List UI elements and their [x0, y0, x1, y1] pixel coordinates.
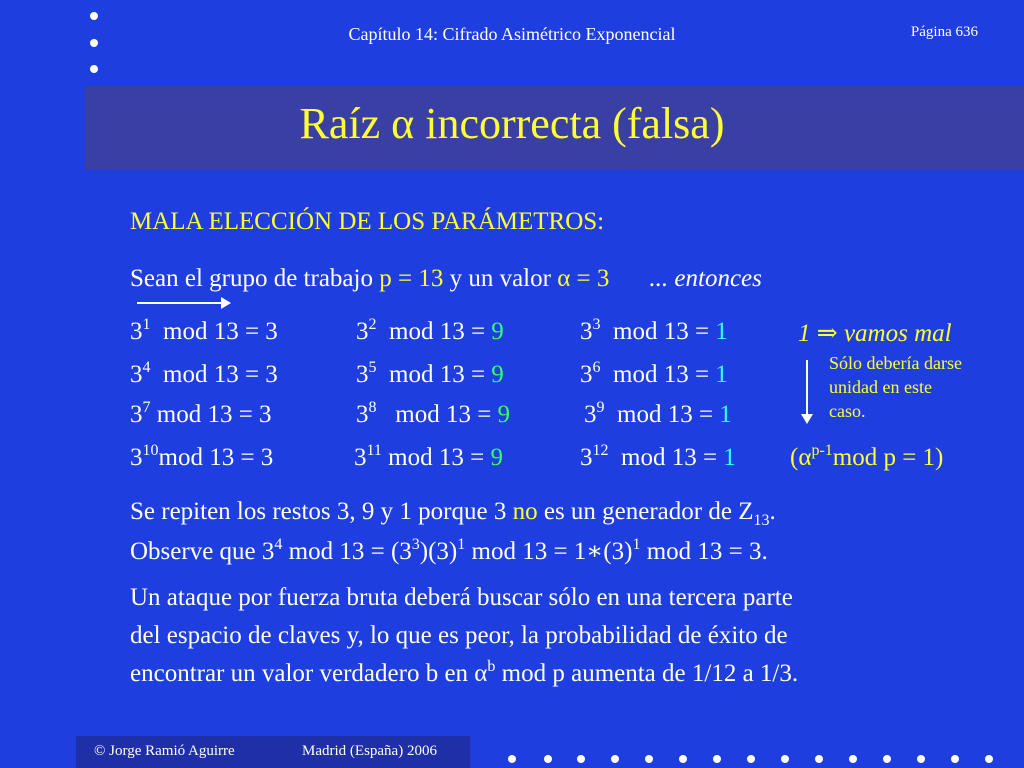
power-cell: $3^8$ mod 13 = 9 — [356, 399, 511, 428]
dot — [544, 755, 552, 763]
power-cell: $3^{11}$ mod 13 = 9 — [354, 442, 503, 471]
power-cell: $3^{10}mod$ 13 = 3 — [130, 442, 274, 471]
power-cell: $3^9$ mod 13 = 1 — [584, 399, 732, 428]
paragraph-1: Se repiten los restos 3, 9 y 1 porque 3 no es un generador de $Z_{13}$. — [130, 498, 776, 529]
alpha-symbol: α — [391, 99, 415, 148]
footer-place: Madrid (España) 2006 — [302, 743, 437, 759]
slide-title: Raíz α incorrecta (falsa) — [299, 99, 725, 148]
power-cell: $3^7$ mod 13 = 3 — [130, 399, 272, 428]
power-cell: $3^3$ mod 13 = 1 — [580, 316, 728, 345]
paragraph-3-line-1: Un ataque por fuerza bruta deberá buscar sólo en una tercera parte — [130, 584, 793, 611]
dot — [951, 755, 959, 763]
power-cell: $3^4$ mod 13 = 3 — [130, 359, 278, 388]
power-cell: $3^2$ mod 13 = 9 — [356, 316, 504, 345]
paragraph-2: Observe que $3^4$ mod $13 = (3^3)(3)^1$ mod $13 = 1∗(3)^1$ mod 13 = 3. — [130, 536, 768, 565]
dot — [917, 755, 925, 763]
chapter-header: Capítulo 14: Cifrado Asimétrico Exponencial — [348, 24, 676, 44]
bad-result-note: 1 ⇒ vamos mal — [798, 320, 952, 347]
dot — [679, 755, 687, 763]
intro-line: Sean el grupo de trabajo p = 13 y un valor α = 3 ... entonces — [130, 265, 762, 292]
footer-band — [76, 736, 470, 768]
right-arrow-icon — [137, 302, 229, 304]
dot — [508, 755, 516, 763]
dot — [645, 755, 653, 763]
paragraph-3-line-3: encontrar un valor verdadero b en $\alpha^b$ mod p aumenta de 1/12 a 1/3. — [130, 658, 799, 687]
power-cell: $3^1$ mod 13 = 3 — [130, 316, 278, 345]
dot — [815, 755, 823, 763]
dot — [849, 755, 857, 763]
dot — [713, 755, 721, 763]
author-credit: © Jorge Ramió Aguirre — [94, 743, 235, 759]
dot — [747, 755, 755, 763]
down-arrow-icon — [806, 360, 808, 422]
unit-note: Sólo debería darse unidad en este caso. — [829, 353, 962, 421]
power-cell: $3^{12}$ mod 13 = 1 — [580, 442, 736, 471]
dot — [883, 755, 891, 763]
dot — [577, 755, 585, 763]
section-heading: MALA ELECCIÓN DE LOS PARÁMETROS: — [130, 208, 605, 235]
power-cell: $3^5$ mod 13 = 9 — [356, 359, 504, 388]
dot — [985, 755, 993, 763]
dot — [90, 65, 98, 73]
dot — [781, 755, 789, 763]
power-cell: $3^6$ mod 13 = 1 — [580, 359, 728, 388]
dot — [611, 755, 619, 763]
dot — [90, 12, 98, 20]
fermat-note: ($\alpha^{p-1}mod$ p = 1) — [790, 442, 944, 471]
paragraph-3-line-2: del espacio de claves y, lo que es peor, la probabilidad de éxito de — [130, 622, 788, 649]
page-number: Página 636 — [910, 24, 978, 40]
